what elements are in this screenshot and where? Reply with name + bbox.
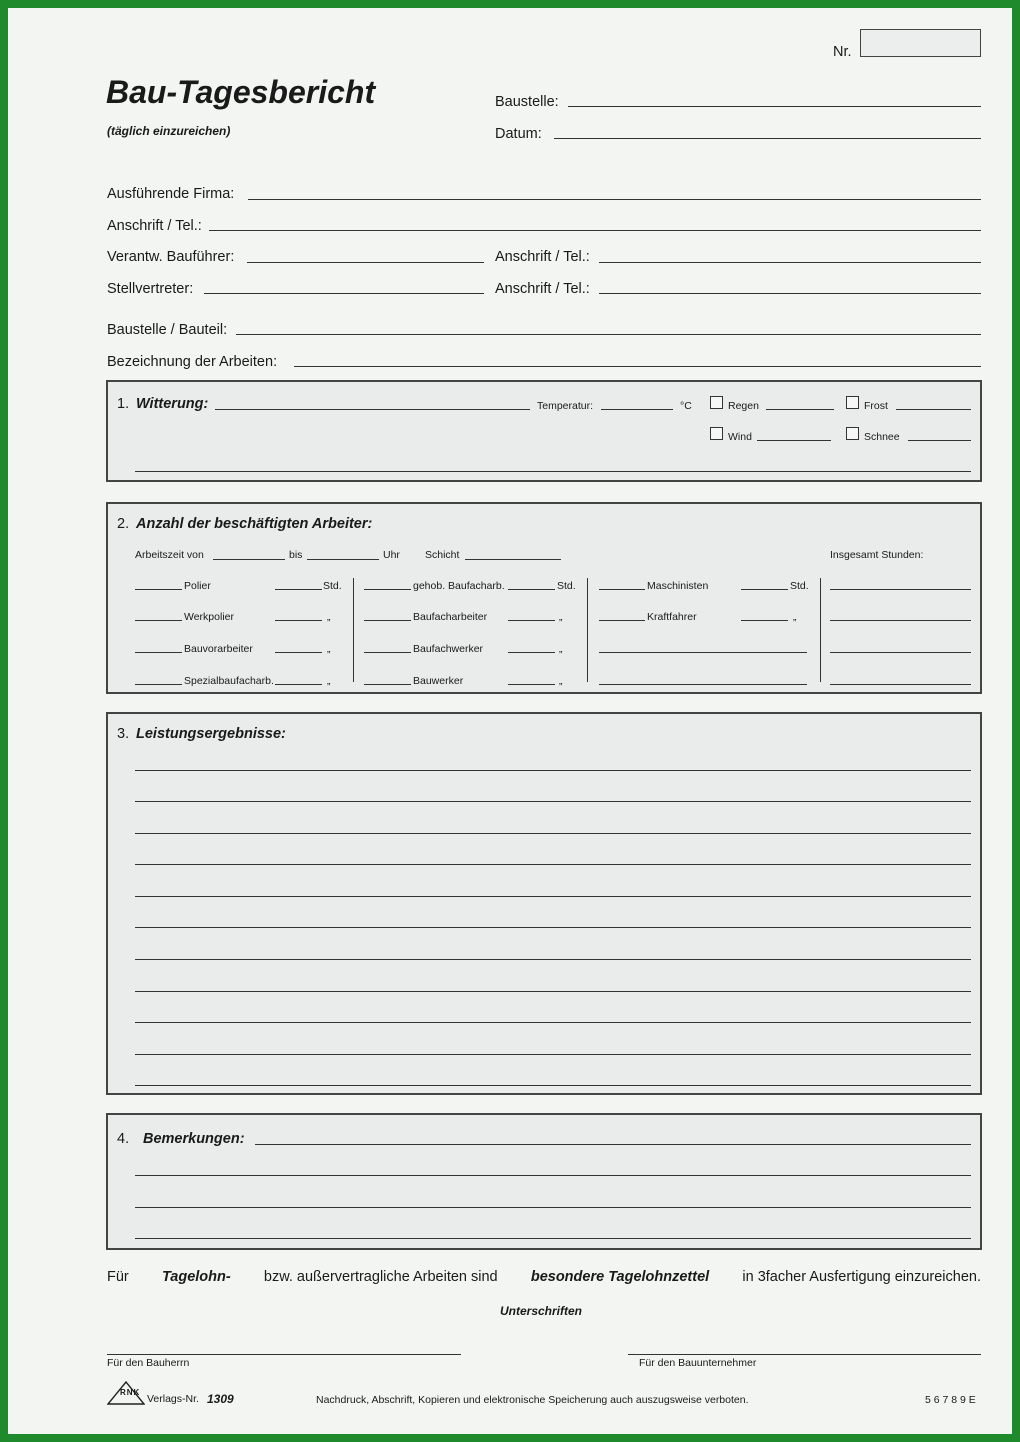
schicht-field[interactable]: [465, 559, 561, 560]
extra-worker-field[interactable]: [599, 652, 807, 653]
spezialbaufacharb-count-field[interactable]: [135, 684, 182, 685]
leistung-line[interactable]: [135, 959, 971, 960]
frost-field[interactable]: [896, 409, 971, 410]
section1-number: 1.: [117, 396, 130, 412]
gehob-hours-field[interactable]: [508, 589, 555, 590]
bauunternehmer-signature-line[interactable]: [628, 1354, 981, 1355]
total-hours-field[interactable]: [830, 652, 971, 653]
bauwerker-hours-field[interactable]: [508, 684, 555, 685]
arbeitszeit-label: Arbeitszeit von: [135, 549, 204, 561]
kraftfahrer-count-field[interactable]: [599, 620, 645, 621]
frost-label: Frost: [864, 400, 888, 412]
bemerkungen-line[interactable]: [135, 1238, 971, 1239]
baufachwerker-hours-field[interactable]: [508, 652, 555, 653]
logo-letters: RNK: [120, 1388, 141, 1397]
note-bold: Tagelohn-: [161, 1269, 231, 1285]
maschinisten-hours-field[interactable]: [741, 589, 788, 590]
bauteil-field[interactable]: [236, 334, 981, 335]
leistung-line[interactable]: [135, 991, 971, 992]
section2-number: 2.: [117, 516, 130, 532]
worker-label: Bauvorarbeiter: [184, 643, 253, 655]
temperatur-field[interactable]: [601, 409, 673, 410]
baustelle-label: Baustelle:: [495, 94, 559, 110]
std-label: Std.: [790, 580, 809, 592]
total-hours-field[interactable]: [830, 589, 971, 590]
note-text: bzw. außervertragliche Arbeiten sind: [263, 1269, 498, 1285]
gehob-count-field[interactable]: [364, 589, 411, 590]
bauwerker-count-field[interactable]: [364, 684, 411, 685]
bemerkungen-line[interactable]: [135, 1175, 971, 1176]
nr-field[interactable]: [860, 29, 981, 57]
anschrift-field[interactable]: [209, 230, 981, 231]
wind-checkbox[interactable]: [710, 427, 723, 440]
ditto-mark: „: [559, 643, 563, 655]
frost-checkbox[interactable]: [846, 396, 859, 409]
temperatur-label: Temperatur:: [537, 400, 594, 412]
leistung-line[interactable]: [135, 770, 971, 771]
bauvorarbeiter-hours-field[interactable]: [275, 652, 322, 653]
section4-title: Bemerkungen:: [143, 1131, 245, 1147]
form-code: 5 6 7 8 9 E: [925, 1394, 976, 1406]
arbeitszeit-von-field[interactable]: [213, 559, 285, 560]
bauführer-label: Verantw. Bauführer:: [107, 249, 235, 265]
bauteil-label: Baustelle / Bauteil:: [107, 322, 228, 338]
worker-label: Baufacharbeiter: [413, 611, 488, 623]
column-divider: [820, 578, 821, 682]
leistung-line[interactable]: [135, 1022, 971, 1023]
column-divider: [353, 578, 354, 682]
worker-label: Kraftfahrer: [647, 611, 697, 623]
bauunternehmer-label: Für den Bauunternehmer: [639, 1357, 757, 1369]
worker-label: Spezialbaufacharb.: [184, 675, 274, 687]
ditto-mark: „: [559, 611, 563, 623]
leistung-line[interactable]: [135, 927, 971, 928]
note-text: Für: [107, 1269, 129, 1285]
section-bemerkungen: [106, 1113, 982, 1250]
witterung-extra-field[interactable]: [135, 471, 971, 472]
worker-label: Baufachwerker: [413, 643, 484, 655]
baufacharbeiter-count-field[interactable]: [364, 620, 411, 621]
section-leistungsergebnisse: [106, 712, 982, 1095]
ditto-mark: „: [793, 611, 797, 623]
witterung-field[interactable]: [215, 409, 530, 410]
bauführer-anschrift-label: Anschrift / Tel.:: [495, 249, 590, 265]
polier-count-field[interactable]: [135, 589, 182, 590]
section4-number: 4.: [117, 1131, 130, 1147]
firma-label: Ausführende Firma:: [107, 186, 235, 202]
regen-label: Regen: [728, 400, 759, 412]
datum-label: Datum:: [495, 126, 542, 142]
baufacharbeiter-hours-field[interactable]: [508, 620, 555, 621]
ditto-mark: „: [327, 675, 331, 687]
wind-label: Wind: [728, 431, 752, 443]
insgesamt-label: Insgesamt Stunden:: [830, 549, 924, 561]
leistung-line[interactable]: [135, 801, 971, 802]
bauführer-field[interactable]: [247, 262, 484, 263]
regen-field[interactable]: [766, 409, 834, 410]
ditto-mark: „: [327, 611, 331, 623]
unterschriften-label: Unterschriften: [500, 1304, 583, 1318]
verlag-number: 1309: [207, 1392, 234, 1406]
spezialbaufacharb-hours-field[interactable]: [275, 684, 322, 685]
stellvertreter-anschrift-field[interactable]: [599, 293, 981, 294]
werkpolier-count-field[interactable]: [135, 620, 182, 621]
polier-hours-field[interactable]: [275, 589, 322, 590]
kraftfahrer-hours-field[interactable]: [741, 620, 788, 621]
total-hours-field[interactable]: [830, 684, 971, 685]
section3-title: Leistungsergebnisse:: [136, 726, 286, 742]
verlag-label: Verlags-Nr.: [147, 1393, 199, 1405]
publisher-logo: [107, 1381, 145, 1405]
column-divider: [587, 578, 588, 682]
nr-label: Nr.: [833, 44, 852, 60]
temperatur-unit: °C: [680, 400, 692, 412]
leistung-line[interactable]: [135, 833, 971, 834]
note-text: in 3facher Ausfertigung einzureichen.: [742, 1269, 981, 1285]
schnee-checkbox[interactable]: [846, 427, 859, 440]
worker-label: Werkpolier: [184, 611, 234, 623]
maschinisten-count-field[interactable]: [599, 589, 645, 590]
bauherrn-label: Für den Bauherrn: [107, 1357, 190, 1369]
stellvertreter-anschrift-label: Anschrift / Tel.:: [495, 281, 590, 297]
stellvertreter-label: Stellvertreter:: [107, 281, 194, 297]
schicht-label: Schicht: [425, 549, 460, 561]
worker-label: Bauwerker: [413, 675, 464, 687]
baustelle-field[interactable]: [568, 106, 981, 107]
bauvorarbeiter-count-field[interactable]: [135, 652, 182, 653]
arbeitszeit-bis-field[interactable]: [307, 559, 379, 560]
leistung-line[interactable]: [135, 864, 971, 865]
std-label: Std.: [557, 580, 576, 592]
werkpolier-hours-field[interactable]: [275, 620, 322, 621]
leistung-line[interactable]: [135, 1085, 971, 1086]
form-page: [8, 8, 1012, 1434]
bis-label: bis: [289, 549, 303, 561]
worker-label: gehob. Baufacharb.: [413, 580, 505, 592]
leistung-line[interactable]: [135, 1054, 971, 1055]
total-hours-field[interactable]: [830, 620, 971, 621]
baufachwerker-count-field[interactable]: [364, 652, 411, 653]
datum-field[interactable]: [554, 138, 981, 139]
section3-number: 3.: [117, 726, 130, 742]
section2-title: Anzahl der beschäftigten Arbeiter:: [136, 516, 373, 532]
worker-label: Maschinisten: [647, 580, 709, 592]
bemerkungen-line[interactable]: [255, 1144, 971, 1145]
bauführer-anschrift-field[interactable]: [599, 262, 981, 263]
bauherrn-signature-line[interactable]: [107, 1354, 461, 1355]
std-label: Std.: [323, 580, 342, 592]
section1-title: Witterung:: [136, 396, 209, 412]
firma-field[interactable]: [248, 199, 981, 200]
schnee-field[interactable]: [908, 440, 971, 441]
copyright-notice: Nachdruck, Abschrift, Kopieren und elektronische Speicherung auch auszugsweise verboten.: [316, 1394, 749, 1406]
extra-worker-field[interactable]: [599, 684, 807, 685]
page-subtitle: (täglich einzureichen): [107, 124, 231, 138]
stellvertreter-field[interactable]: [204, 293, 484, 294]
section-witterung: [106, 380, 982, 482]
bezeichnung-field[interactable]: [294, 366, 981, 367]
worker-label: Polier: [184, 580, 211, 592]
uhr-label: Uhr: [383, 549, 400, 561]
tagelohn-note: [107, 1269, 981, 1285]
wind-field[interactable]: [757, 440, 831, 441]
leistung-line[interactable]: [135, 896, 971, 897]
note-bold: besondere Tagelohnzettel: [530, 1269, 710, 1285]
regen-checkbox[interactable]: [710, 396, 723, 409]
bezeichnung-label: Bezeichnung der Arbeiten:: [107, 354, 278, 370]
ditto-mark: „: [327, 643, 331, 655]
anschrift-label: Anschrift / Tel.:: [107, 218, 202, 234]
page-title: Bau-Tagesbericht: [106, 74, 376, 110]
schnee-label: Schnee: [864, 431, 900, 443]
section-arbeiter: [106, 502, 982, 694]
ditto-mark: „: [559, 675, 563, 687]
bemerkungen-line[interactable]: [135, 1207, 971, 1208]
